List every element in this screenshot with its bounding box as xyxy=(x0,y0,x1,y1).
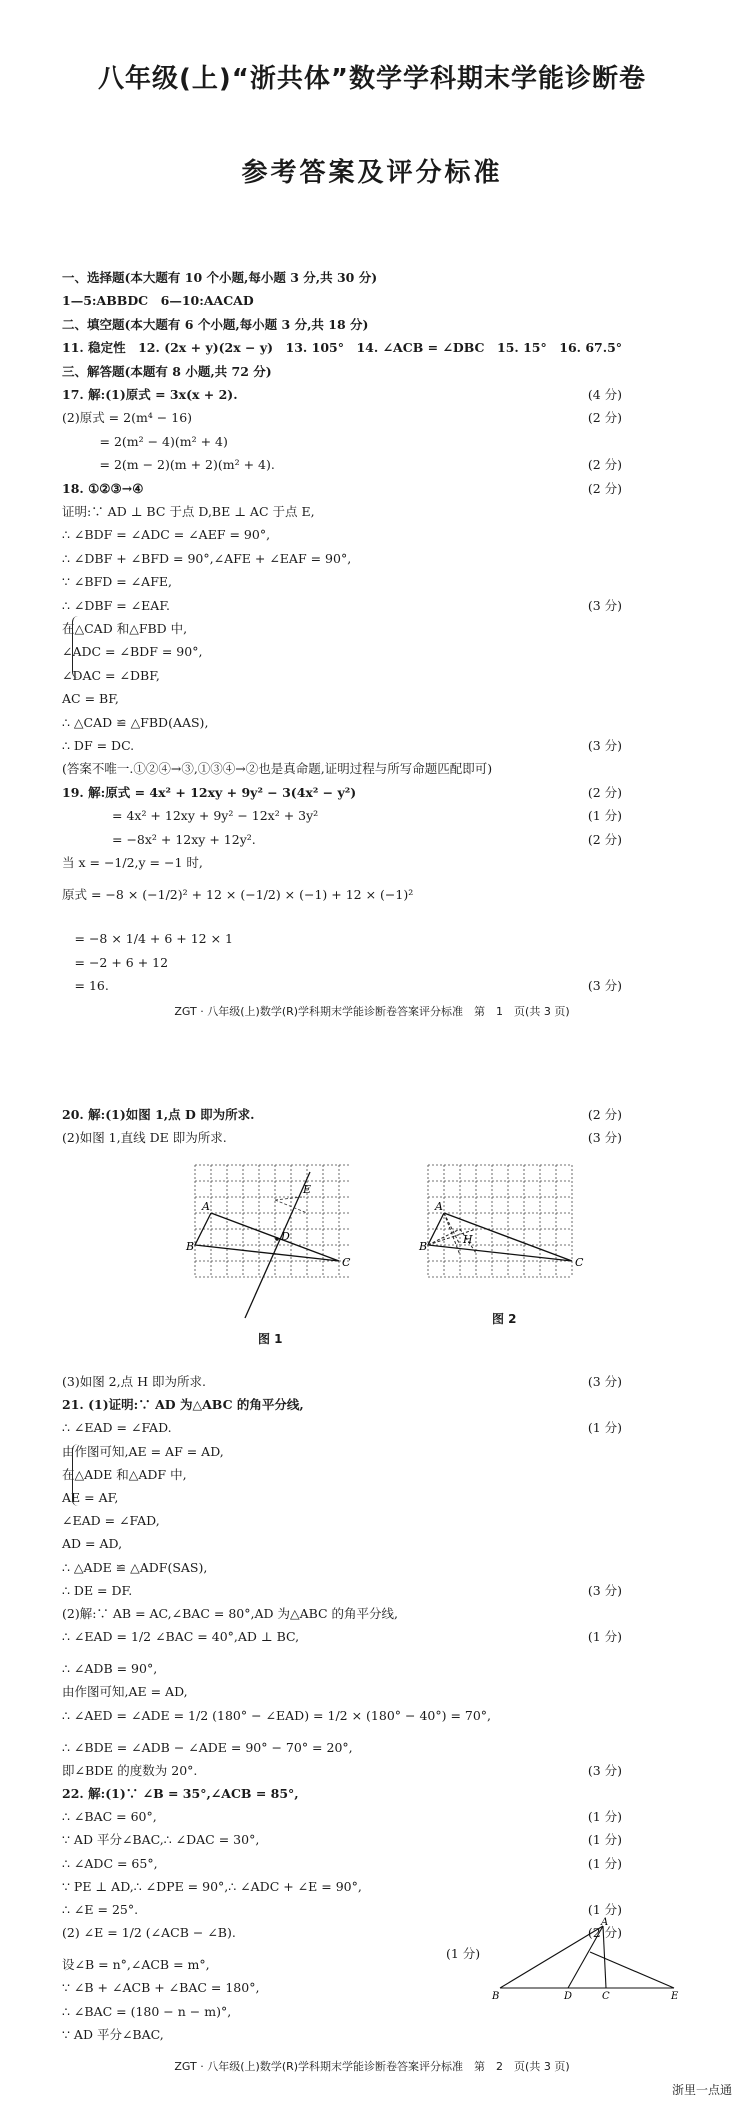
answer-line xyxy=(62,1128,622,1148)
answer-text: 二、填空题(本大题有 6 个小题,每小题 3 分,共 18 分) xyxy=(62,316,369,332)
answer-line xyxy=(62,1558,622,1578)
answer-text: 由作图可知,AE = AD, xyxy=(62,1684,188,1700)
score-label: (2 分) xyxy=(587,480,622,496)
answer-text: ∵ AD 平分∠BAC,∴ ∠DAC = 30°, xyxy=(62,1832,260,1848)
figure-1-label-c: C xyxy=(342,1256,351,1269)
answer-line xyxy=(62,362,622,382)
figure-2-caption: 图 2 xyxy=(492,1312,517,1326)
score-label: (3 分) xyxy=(587,1130,622,1145)
score-label: (2 分) xyxy=(587,784,622,800)
answer-line xyxy=(62,806,622,826)
answer-text: = −8x² + 12xy + 12y². xyxy=(62,831,256,847)
answer-text: = 16. xyxy=(62,978,109,994)
answer-line xyxy=(62,1372,622,1392)
answer-text: 11. 稳定性 12. (2x + y)(2x − y) 13. 105° 14. ∠ACB = ∠DBC 15. 15° 16. 67.5° xyxy=(62,340,623,356)
answer-text: 17. 解:(1)原式 = 3x(x + 2). xyxy=(62,387,238,402)
figure-1-label-e: E xyxy=(303,1183,312,1196)
figure-q22-label-c: C xyxy=(602,1991,610,2002)
answer-line xyxy=(62,1761,622,1781)
answer-line xyxy=(62,408,622,428)
figure-q22-label-b: B xyxy=(492,1991,500,2002)
figure-2 xyxy=(419,1160,603,1305)
answer-line xyxy=(62,315,622,335)
answer-line xyxy=(62,455,622,475)
answer-line xyxy=(62,385,622,405)
answer-text: 20. 解:(1)如图 1,点 D 即为所求. xyxy=(62,1107,255,1122)
answer-text: 证明:∵ AD ⊥ BC 于点 D,BE ⊥ AC 于点 E, xyxy=(62,504,315,519)
answer-line xyxy=(62,1604,622,1624)
answer-line xyxy=(62,268,622,288)
answer-line xyxy=(62,759,622,779)
score-label: (3 分) xyxy=(587,738,622,753)
answer-text: ∠DAC = ∠DBF, xyxy=(62,667,160,683)
answer-line xyxy=(62,1627,622,1647)
answer-text: ∴ ∠DBF = ∠EAF. xyxy=(62,597,171,613)
answer-text: 在△ADE 和△ADF 中, xyxy=(62,1466,187,1482)
answer-text: ∵ ∠BFD = ∠AFE, xyxy=(62,574,172,590)
watermark: 浙里一点通 xyxy=(671,2083,732,2097)
figure-q22-label-a: A xyxy=(601,1917,609,1928)
answer-text: 即∠BDE 的度数为 20°. xyxy=(62,1762,198,1778)
score-label: (4 分) xyxy=(587,387,622,402)
answer-line xyxy=(62,929,622,949)
answer-line xyxy=(62,953,622,973)
answer-text: 22. 解:(1)∵ ∠B = 35°,∠ACB = 85°, xyxy=(62,1786,299,1801)
figure-2-label-c: C xyxy=(575,1256,584,1269)
answer-line xyxy=(62,1854,622,1874)
answer-text: ∴ ∠BAC = 60°, xyxy=(62,1809,157,1825)
answer-text: ∴ ∠BDE = ∠ADB − ∠ADE = 90° − 70° = 20°, xyxy=(62,1739,353,1755)
answer-text: (2)如图 1,直线 DE 即为所求. xyxy=(62,1130,227,1145)
score-label: (1 分) xyxy=(587,808,622,824)
answer-line xyxy=(62,1877,622,1897)
answer-text: ∴ △CAD ≌ △FBD(AAS), xyxy=(62,714,209,730)
answer-text: 18. ①②③→④ xyxy=(62,480,144,496)
score-label: (2 分) xyxy=(587,1107,622,1122)
answer-line xyxy=(62,1511,622,1531)
answer-text: ∠ADC = ∠BDF = 90°, xyxy=(62,644,203,660)
answer-line xyxy=(62,976,622,996)
answer-text: 19. 解:原式 = 4x² + 12xy + 9y² − 3(4x² − y²) xyxy=(62,784,357,800)
answer-line xyxy=(62,1395,622,1415)
score-label: (2 分) xyxy=(587,410,622,426)
answer-line xyxy=(62,1659,622,1679)
answer-text: AD = AD, xyxy=(62,1536,123,1552)
figure-2-label-h: H xyxy=(463,1233,473,1246)
score-label: (3 分) xyxy=(587,978,622,994)
answer-line xyxy=(62,1706,622,1726)
answer-text: ∴ ∠AED = ∠ADE = 1/2 (180° − ∠EAD) = 1/2 × (180° − 40°) = 70°, xyxy=(62,1707,492,1723)
figure-2-label-b: B xyxy=(419,1240,428,1253)
answer-text: = 4x² + 12xy + 9y² − 12x² + 3y² xyxy=(62,808,319,824)
answer-line xyxy=(62,1682,622,1702)
answer-line xyxy=(62,885,622,905)
answer-line xyxy=(62,853,622,873)
answer-text: AE = AF, xyxy=(62,1490,119,1505)
answer-text: = 2(m − 2)(m + 2)(m² + 4). xyxy=(62,457,275,473)
answer-text: (2)解:∵ AB = AC,∠BAC = 80°,AD 为△ABC 的角平分线, xyxy=(62,1606,399,1621)
answer-text: ∴ ∠ADB = 90°, xyxy=(62,1661,158,1677)
answer-text: ∴ ∠E = 25°. xyxy=(62,1902,139,1917)
figure-1 xyxy=(186,1160,370,1325)
answer-line xyxy=(62,432,622,452)
answer-line xyxy=(62,1900,622,1920)
answer-line xyxy=(62,783,622,803)
answer-text: 当 x = −1/2,y = −1 时, xyxy=(62,855,203,870)
answer-text: (3)如图 2,点 H 即为所求. xyxy=(62,1374,206,1389)
figure-2-label-a: A xyxy=(435,1200,443,1213)
score-label: (2 分) xyxy=(587,1925,622,1941)
answer-text: ∴ DE = DF. xyxy=(62,1582,133,1598)
page-title: 八年级(上)“浙共体”数学学科期末学能诊断卷 xyxy=(98,64,646,94)
answer-text: 原式 = −8 × (−1/2)² + 12 × (−1/2) × (−1) + 12 × (−1)² xyxy=(62,887,414,902)
answer-line xyxy=(62,1534,622,1554)
answer-line xyxy=(62,291,622,311)
figure-1-label-b: B xyxy=(186,1240,195,1253)
answer-text: ∴ ∠BDF = ∠ADC = ∠AEF = 90°, xyxy=(62,527,271,543)
page-subtitle: 参考答案及评分标准 xyxy=(241,158,503,188)
answer-line xyxy=(62,1784,622,1804)
answer-text: 21. (1)证明:∵ AD 为△ABC 的角平分线, xyxy=(62,1397,304,1413)
answer-line xyxy=(62,596,622,616)
answer-line xyxy=(62,479,622,499)
answer-line xyxy=(62,525,622,545)
score-label: (1 分) xyxy=(587,1855,622,1871)
answer-text: ∠EAD = ∠FAD, xyxy=(62,1513,160,1529)
answer-line xyxy=(62,1105,622,1125)
answer-line xyxy=(62,830,622,850)
figure-q22 xyxy=(488,1918,688,2002)
figure-1-label-a: A xyxy=(202,1200,210,1213)
answer-line xyxy=(62,1465,622,1485)
answer-text: ∵ ∠B + ∠ACB + ∠BAC = 180°, xyxy=(62,1980,260,1996)
answer-text: (2)原式 = 2(m⁴ − 16) xyxy=(62,410,193,426)
score-label: (3 分) xyxy=(587,1582,622,1598)
figure-q22-label-d: D xyxy=(564,1991,573,2002)
answer-line xyxy=(62,1418,622,1438)
answer-line xyxy=(62,1738,622,1758)
answer-line xyxy=(62,736,622,756)
answer-text: ∴ △ADE ≌ △ADF(SAS), xyxy=(62,1559,208,1575)
score-mid: (1 分) xyxy=(446,1946,481,1961)
answer-line xyxy=(62,1830,622,1850)
answer-text: ∵ AD 平分∠BAC, xyxy=(62,2026,164,2042)
answer-line xyxy=(62,642,622,662)
score-label: (2 分) xyxy=(587,831,622,847)
answer-text: (答案不唯一.①②④→③,①③④→②也是真命题,证明过程与所写命题匹配即可) xyxy=(62,761,493,777)
answer-text: ∴ ∠BAC = (180 − n − m)°, xyxy=(62,2003,232,2019)
answer-line xyxy=(62,338,622,358)
score-label: (3 分) xyxy=(587,1374,622,1389)
answer-line xyxy=(62,549,622,569)
answer-text: = −2 + 6 + 12 xyxy=(62,955,169,970)
score-label: (1 分) xyxy=(587,1832,622,1848)
brace-21 xyxy=(72,1444,81,1506)
answer-line xyxy=(62,2002,622,2022)
answer-line xyxy=(62,1488,622,1508)
page-footer-2: ZGT · 八年级(上)数学(R)学科期末学能诊断卷答案评分标准 第 2 页(共 3 页) xyxy=(174,2060,570,2073)
answer-line xyxy=(62,1581,622,1601)
answer-line xyxy=(62,619,622,639)
score-label: (1 分) xyxy=(587,1809,622,1825)
answer-text: ∵ PE ⊥ AD,∴ ∠DPE = 90°,∴ ∠ADC + ∠E = 90°, xyxy=(62,1878,362,1894)
figure-1-caption: 图 1 xyxy=(258,1332,283,1346)
answer-line xyxy=(62,502,622,522)
answer-text: ∴ ∠EAD = 1/2 ∠BAC = 40°,AD ⊥ BC, xyxy=(62,1629,300,1645)
answer-text: 设∠B = n°,∠ACB = m°, xyxy=(62,1957,210,1973)
answer-text: = −8 × 1/4 + 6 + 12 × 1 xyxy=(62,931,233,946)
answer-line xyxy=(62,1807,622,1827)
score-label: (1 分) xyxy=(587,1629,622,1645)
figure-q22-label-e: E xyxy=(671,1991,679,2002)
score-label: (1 分) xyxy=(587,1420,622,1436)
answer-text: 三、解答题(本题有 8 小题,共 72 分) xyxy=(62,363,272,379)
score-label: (3 分) xyxy=(587,597,622,613)
answer-text: AC = BF, xyxy=(62,691,119,707)
answer-text: = 2(m² − 4)(m² + 4) xyxy=(62,433,228,449)
answer-line xyxy=(62,713,622,733)
figure-1-label-d: D xyxy=(281,1230,290,1243)
answer-text: (2) ∠E = 1/2 (∠ACB − ∠B). xyxy=(62,1925,236,1941)
answer-text: 一、选择题(本大题有 10 个小题,每小题 3 分,共 30 分) xyxy=(62,270,378,285)
brace-18 xyxy=(72,616,81,678)
answer-text: ∴ ∠DBF + ∠BFD = 90°,∠AFE + ∠EAF = 90°, xyxy=(62,550,352,566)
answer-line xyxy=(62,689,622,709)
answer-line xyxy=(62,666,622,686)
answer-text: 在△CAD 和△FBD 中, xyxy=(62,621,188,636)
answer-line xyxy=(62,2025,622,2045)
answer-text: ∴ ∠ADC = 65°, xyxy=(62,1855,158,1871)
answer-text: ∴ DF = DC. xyxy=(62,738,135,753)
answer-line xyxy=(62,572,622,592)
answer-text: 1—5:ABBDC 6—10:AACAD xyxy=(62,293,254,309)
page-footer-1: ZGT · 八年级(上)数学(R)学科期末学能诊断卷答案评分标准 第 1 页(共 3 页) xyxy=(174,1005,570,1018)
answer-text: ∴ ∠EAD = ∠FAD. xyxy=(62,1420,172,1436)
answer-text: 由作图可知,AE = AF = AD, xyxy=(62,1443,224,1459)
score-label: (1 分) xyxy=(587,1902,622,1917)
score-label: (2 分) xyxy=(587,457,622,473)
score-label: (3 分) xyxy=(587,1762,622,1778)
answer-line xyxy=(62,1442,622,1462)
